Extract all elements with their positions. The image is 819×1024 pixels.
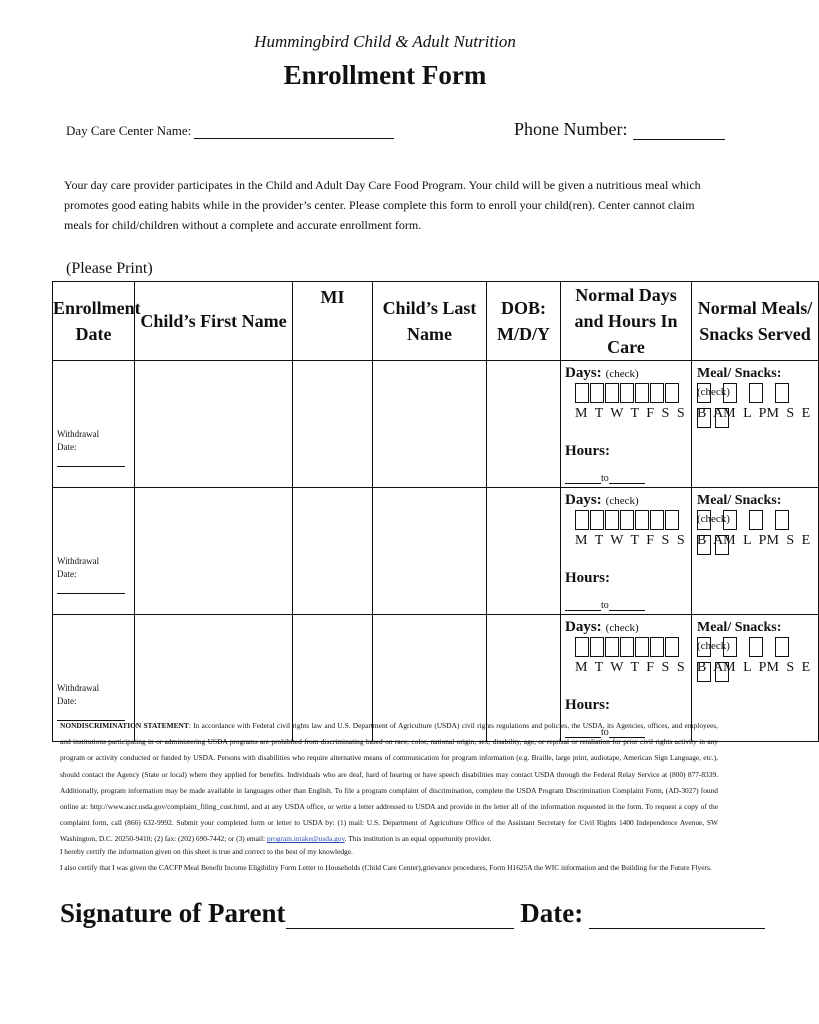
- header-last-name: Child’s Last Name: [373, 282, 487, 361]
- day-checkbox[interactable]: [605, 510, 619, 530]
- nondiscrimination-text: : In accordance with Federal civil rights law and U.S. Department of Agriculture (USDA) civil rights regulations and policies, the USDA, its Agencies, offices, and employees, and institutions participating in or administering USDA programs are prohibited from discriminating based on race, color, national origin, sex, disability, age, or reprisal or retaliation for prior civil rights activity in any program or activity conducted or funded by USDA. Persons with disabilities who require alternative means of communication for program information (e.g. Braille, large print, audiotape, American Sign Language, etc.), should contact the Agency (State or local) where they applied for benefits. Individuals who are deaf, hard of hearing or have speech disabilities may contact USDA through the Federal Relay Service at (800) 877-8339. Additionally, program information may be made available in languages other than English. To file a program complaint of discrimination, complete the USDA Program Discrimination Complaint Form, (AD-3027) found online at: http://www.ascr.usda.gov/complaint_filing_cust.html, and at any USDA office, or write a letter addressed to USDA and provide in the letter all of the information requested in the form. To request a copy of the complaint form, call (866) 632-9992. Submit your completed form or letter to USDA by: (1) mail: U.S. Department of Agriculture Office of the Assistant Secretary for Civil Rights 1400 Independence Avenue, SW Washington, D.C. 20250-9410; (2) fax: (202) 690-7442; or (3) email:: [60, 721, 718, 844]
- mi-cell[interactable]: [293, 488, 373, 615]
- day-checkbox[interactable]: [650, 637, 664, 657]
- day-checkbox[interactable]: [665, 383, 679, 403]
- day-checkbox[interactable]: [620, 383, 634, 403]
- phone-input[interactable]: [633, 123, 725, 140]
- meal-checkbox[interactable]: [749, 510, 763, 530]
- day-checkbox[interactable]: [650, 383, 664, 403]
- hours-range: [565, 473, 645, 484]
- day-checkbox[interactable]: [590, 383, 604, 403]
- days-label: Days:: [565, 492, 602, 508]
- day-checkbox[interactable]: [590, 510, 604, 530]
- meal-checkbox[interactable]: [697, 383, 711, 403]
- header-enrollment-date: Enrollment Date: [53, 282, 135, 361]
- phone-field: [514, 119, 725, 140]
- hours-label: Hours:: [565, 697, 610, 713]
- withdrawal-date-input[interactable]: [57, 457, 125, 467]
- withdrawal-date-label: Date:: [57, 442, 77, 452]
- check-note: (check): [697, 640, 730, 652]
- withdrawal-date-label: Date:: [57, 696, 77, 706]
- meal-checkbox[interactable]: [697, 510, 711, 530]
- day-checkbox[interactable]: [575, 510, 589, 530]
- days-label-group: [565, 491, 639, 509]
- meal-checkbox[interactable]: [723, 637, 737, 657]
- check-note: (check): [605, 368, 639, 380]
- intro-paragraph: Your day care provider participates in the Child and Adult Day Care Food Program. Your child will be given a nutritious meal which promotes good eating habits while in the provider’s center. Please complete this form to enroll your child(ren). Center cannot claim meals for child/children without a complete and accurate enrollment form.: [64, 178, 701, 232]
- meal-letters: B AM L PM S E: [697, 660, 811, 675]
- enrollment-date-cell[interactable]: [53, 488, 135, 615]
- hours-end-input[interactable]: [609, 601, 645, 611]
- check-note: (check): [605, 622, 639, 634]
- please-print-note: (Please Print): [66, 260, 153, 277]
- day-checkbox[interactable]: [605, 383, 619, 403]
- dob-cell[interactable]: [487, 488, 561, 615]
- check-note: (check): [697, 513, 730, 525]
- day-checkboxes: [575, 637, 680, 662]
- day-care-center-label: Day Care Center Name:: [66, 123, 192, 138]
- meals-cell: [692, 488, 819, 615]
- last-name-cell[interactable]: [373, 361, 487, 488]
- day-care-center-field: [66, 123, 394, 139]
- hours-range: [565, 600, 645, 611]
- hours-label: Hours:: [565, 570, 610, 586]
- days-label-group: [565, 364, 639, 382]
- dob-cell[interactable]: [487, 361, 561, 488]
- meal-label: Meal/ Snacks:: [697, 366, 782, 381]
- day-checkbox[interactable]: [590, 637, 604, 657]
- signature-parent-input[interactable]: [286, 904, 514, 929]
- hours-start-input[interactable]: [565, 601, 601, 611]
- certification-text: [60, 844, 720, 876]
- meal-checkbox[interactable]: [775, 637, 789, 657]
- withdrawal-label: Withdrawal: [57, 556, 100, 566]
- certification-line-2: I also certify that I was given the CACFP Meal Benefit Income Eligibility Form Letter to Households (Child Care Center),grievance procedures, Form H1625A the WIC information and the Building for the Future Flyers.: [60, 863, 712, 872]
- enrollment-row: [53, 488, 819, 615]
- hours-end-input[interactable]: [609, 474, 645, 484]
- day-checkbox[interactable]: [620, 510, 634, 530]
- days-hours-cell: [561, 488, 692, 615]
- withdrawal-label: Withdrawal: [57, 429, 100, 439]
- meal-letters: B AM L PM S E: [697, 406, 811, 421]
- enrollment-date-cell[interactable]: [53, 361, 135, 488]
- withdrawal-date-input[interactable]: [57, 584, 125, 594]
- day-checkbox[interactable]: [635, 383, 649, 403]
- signature-area: [60, 898, 765, 929]
- check-note: (check): [605, 495, 639, 507]
- phone-label: Phone Number:: [514, 119, 628, 139]
- hours-label: Hours:: [565, 443, 610, 459]
- meals-cell: [692, 361, 819, 488]
- to-label: to: [601, 727, 609, 738]
- header-dob: DOB: M/D/Y: [487, 282, 561, 361]
- day-checkbox[interactable]: [665, 510, 679, 530]
- day-checkbox[interactable]: [605, 637, 619, 657]
- withdrawal-label: Withdrawal: [57, 683, 100, 693]
- last-name-cell[interactable]: [373, 488, 487, 615]
- withdrawal-field: [57, 555, 134, 594]
- meal-checkbox[interactable]: [775, 510, 789, 530]
- signature-parent-label: Signature of Parent: [60, 898, 286, 928]
- nondiscrimination-text-end: . This institution is an equal opportunity provider.: [344, 834, 492, 844]
- first-name-cell[interactable]: [135, 488, 293, 615]
- day-letters: M T W T F S S: [575, 533, 687, 548]
- meal-checkbox[interactable]: [697, 637, 711, 657]
- header-days-hours: Normal Days and Hours In Care: [561, 282, 692, 361]
- header-meals: Normal Meals/ Snacks Served: [692, 282, 819, 361]
- day-checkbox[interactable]: [635, 637, 649, 657]
- organization-name: Hummingbird Child & Adult Nutrition: [254, 32, 516, 51]
- nondiscrimination-statement: [60, 718, 718, 848]
- day-checkboxes: [575, 510, 680, 535]
- day-checkbox[interactable]: [665, 637, 679, 657]
- withdrawal-date-label: Date:: [57, 569, 77, 579]
- certification-line-1: I hereby certify the information given on this sheet is true and correct to the best of my knowledge.: [60, 847, 353, 856]
- enrollment-table: [52, 281, 819, 742]
- day-checkbox[interactable]: [650, 510, 664, 530]
- meal-checkbox[interactable]: [749, 383, 763, 403]
- meal-checkbox[interactable]: [749, 637, 763, 657]
- days-label: Days:: [565, 365, 602, 381]
- withdrawal-field: [57, 428, 134, 467]
- usda-email-link[interactable]: program.intake@usda.gov: [266, 834, 345, 844]
- meal-checkbox[interactable]: [723, 510, 737, 530]
- signature-date-label: Date:: [520, 898, 584, 928]
- day-letters: M T W T F S S: [575, 660, 687, 675]
- signature-date-input[interactable]: [589, 904, 765, 929]
- check-note: (check): [697, 386, 730, 398]
- day-checkboxes: [575, 383, 680, 408]
- days-label-group: [565, 618, 639, 636]
- hours-start-input[interactable]: [565, 474, 601, 484]
- to-label: to: [601, 600, 609, 611]
- meal-checkbox[interactable]: [775, 383, 789, 403]
- header-mi: MI: [293, 282, 373, 361]
- days-hours-cell: [561, 361, 692, 488]
- nondiscrimination-heading: NONDISCRIMINATION STATEMENT: [60, 721, 189, 730]
- first-name-cell[interactable]: [135, 361, 293, 488]
- day-checkbox[interactable]: [620, 637, 634, 657]
- to-label: to: [601, 473, 609, 484]
- meal-letters: B AM L PM S E: [697, 533, 811, 548]
- day-checkbox[interactable]: [575, 637, 589, 657]
- withdrawal-field: [57, 682, 134, 721]
- day-care-center-input[interactable]: [194, 124, 394, 139]
- meal-label: Meal/ Snacks:: [697, 493, 782, 508]
- enrollment-row: [53, 361, 819, 488]
- day-letters: M T W T F S S: [575, 406, 687, 421]
- header-first-name: Child’s First Name: [135, 282, 293, 361]
- mi-cell[interactable]: [293, 361, 373, 488]
- form-title: Enrollment Form: [283, 60, 487, 90]
- meal-checkbox[interactable]: [723, 383, 737, 403]
- days-label: Days:: [565, 619, 602, 635]
- meal-label: Meal/ Snacks:: [697, 620, 782, 635]
- day-checkbox[interactable]: [635, 510, 649, 530]
- day-checkbox[interactable]: [575, 383, 589, 403]
